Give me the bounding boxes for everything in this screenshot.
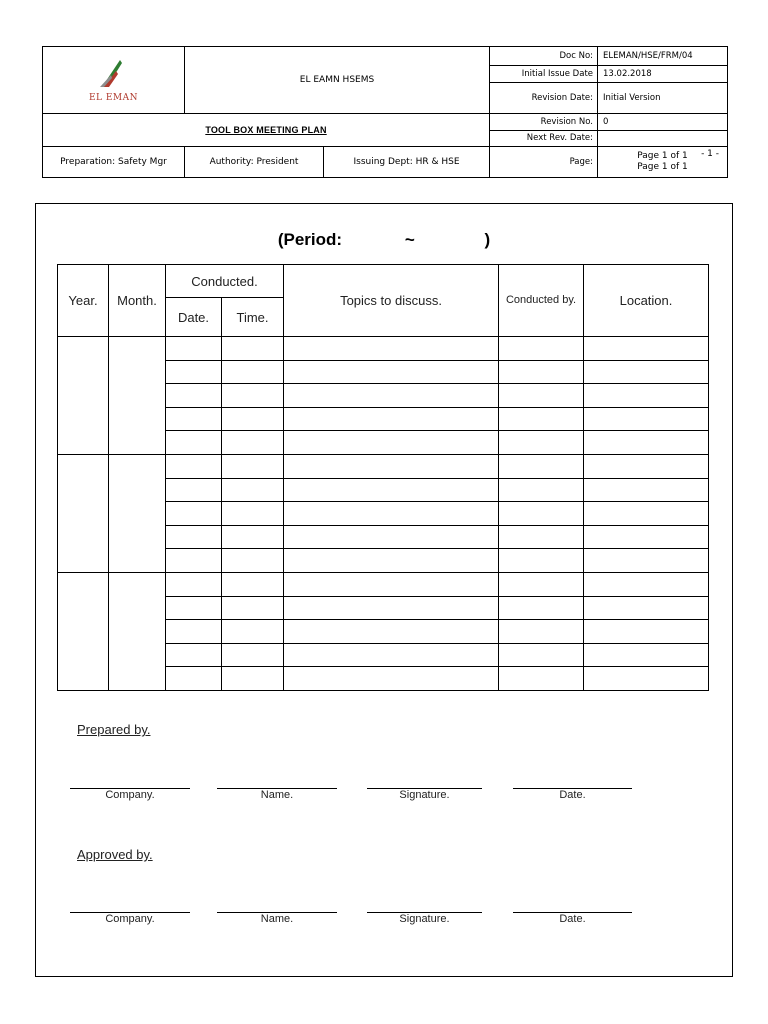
date-cell[interactable]: [166, 525, 222, 549]
time-cell[interactable]: [222, 620, 284, 644]
col-month: Month.: [109, 265, 166, 337]
location-cell[interactable]: [584, 643, 709, 667]
date-cell[interactable]: [166, 620, 222, 644]
time-cell[interactable]: [222, 478, 284, 502]
conducted-by-cell[interactable]: [499, 454, 584, 478]
conducted-by-cell[interactable]: [499, 596, 584, 620]
conducted-by-cell[interactable]: [499, 384, 584, 408]
location-cell[interactable]: [584, 667, 709, 691]
meeting-plan-table: [57, 264, 709, 691]
topic-cell[interactable]: [284, 384, 499, 408]
topic-cell[interactable]: [284, 643, 499, 667]
approved-by-title: Approved by.: [77, 847, 153, 862]
topic-cell[interactable]: [284, 596, 499, 620]
location-cell[interactable]: [584, 337, 709, 361]
logo-cell: [43, 47, 185, 114]
date-cell[interactable]: [166, 502, 222, 526]
time-cell[interactable]: [222, 502, 284, 526]
date-cell[interactable]: [166, 431, 222, 455]
location-cell[interactable]: [584, 454, 709, 478]
location-cell[interactable]: [584, 549, 709, 573]
page-value-1: Page 1 of 1: [637, 150, 688, 161]
date-cell[interactable]: [166, 454, 222, 478]
doc-no-value: ELEMAN/HSE/FRM/04: [598, 47, 728, 66]
location-cell[interactable]: [584, 384, 709, 408]
topic-cell[interactable]: [284, 407, 499, 431]
page-label: Page:: [490, 146, 598, 177]
time-cell[interactable]: [222, 525, 284, 549]
prepared-by-title: Prepared by.: [77, 722, 151, 737]
time-cell[interactable]: [222, 384, 284, 408]
preparation-info: Preparation: Safety Mgr: [43, 146, 185, 177]
table-row: [58, 337, 709, 361]
conducted-by-cell[interactable]: [499, 431, 584, 455]
prepared-signature-caption: Signature.: [399, 789, 450, 801]
period-separator: ~: [404, 230, 415, 249]
topic-cell[interactable]: [284, 502, 499, 526]
table-body: [58, 337, 709, 691]
topic-cell[interactable]: [284, 454, 499, 478]
topic-cell[interactable]: [284, 620, 499, 644]
page-number: - 1 -: [701, 148, 720, 159]
conducted-by-cell[interactable]: [499, 337, 584, 361]
time-cell[interactable]: [222, 360, 284, 384]
time-cell[interactable]: [222, 454, 284, 478]
topic-cell[interactable]: [284, 431, 499, 455]
date-cell[interactable]: [166, 643, 222, 667]
conducted-by-cell[interactable]: [499, 407, 584, 431]
conducted-by-cell[interactable]: [499, 549, 584, 573]
page-value-2: Page 1 of 1: [637, 161, 688, 172]
conducted-by-cell[interactable]: [499, 360, 584, 384]
prepared-name-caption: Name.: [260, 789, 294, 801]
approved-name-caption: Name.: [260, 913, 294, 925]
conducted-by-cell[interactable]: [499, 667, 584, 691]
time-cell[interactable]: [222, 667, 284, 691]
col-location: Location.: [584, 265, 709, 337]
date-cell[interactable]: [166, 337, 222, 361]
time-cell[interactable]: [222, 337, 284, 361]
col-date: Date.: [166, 298, 222, 337]
location-cell[interactable]: [584, 525, 709, 549]
page-info: [598, 146, 728, 177]
date-cell[interactable]: [166, 667, 222, 691]
year-cell[interactable]: [58, 572, 109, 690]
location-cell[interactable]: [584, 407, 709, 431]
doc-no-label: Doc No:: [490, 47, 598, 66]
time-cell[interactable]: [222, 572, 284, 596]
topic-cell[interactable]: [284, 549, 499, 573]
conducted-by-cell[interactable]: [499, 478, 584, 502]
next-rev-label: Next Rev. Date:: [490, 131, 598, 147]
date-cell[interactable]: [166, 549, 222, 573]
approved-date-caption: Date.: [559, 913, 586, 925]
col-time: Time.: [222, 298, 284, 337]
location-cell[interactable]: [584, 572, 709, 596]
conducted-by-cell[interactable]: [499, 643, 584, 667]
topic-cell[interactable]: [284, 525, 499, 549]
next-rev-value: [598, 131, 728, 147]
col-year: Year.: [58, 265, 109, 337]
conducted-by-cell[interactable]: [499, 620, 584, 644]
conducted-by-cell[interactable]: [499, 572, 584, 596]
period-label: (Period:: [277, 230, 343, 249]
table-row: [58, 454, 709, 478]
revision-no-label: Revision No.: [490, 113, 598, 131]
date-cell[interactable]: [166, 384, 222, 408]
location-cell[interactable]: [584, 596, 709, 620]
period-close: ): [484, 230, 491, 249]
time-cell[interactable]: [222, 643, 284, 667]
revision-date-label: Revision Date:: [490, 83, 598, 113]
date-cell[interactable]: [166, 596, 222, 620]
time-cell[interactable]: [222, 596, 284, 620]
conducted-by-cell[interactable]: [499, 502, 584, 526]
topic-cell[interactable]: [284, 478, 499, 502]
location-cell[interactable]: [584, 502, 709, 526]
location-cell[interactable]: [584, 431, 709, 455]
revision-date-value: Initial Version: [598, 83, 728, 113]
month-cell[interactable]: [109, 572, 166, 690]
month-cell[interactable]: [109, 454, 166, 572]
document-header: [42, 46, 728, 178]
topic-cell[interactable]: [284, 360, 499, 384]
company-logo: [89, 57, 138, 103]
form-frame: [35, 203, 733, 977]
year-cell[interactable]: [58, 454, 109, 572]
issuing-dept-info: Issuing Dept: HR & HSE: [324, 146, 490, 177]
time-cell[interactable]: [222, 549, 284, 573]
logo-text: EL EMAN: [88, 92, 139, 103]
col-topics: Topics to discuss.: [284, 265, 499, 337]
authority-info: Authority: President: [185, 146, 324, 177]
table-row: [58, 572, 709, 596]
document-title: TOOL BOX MEETING PLAN: [43, 113, 490, 146]
conducted-by-cell[interactable]: [499, 525, 584, 549]
issue-date-value: 13.02.2018: [598, 65, 728, 83]
date-cell[interactable]: [166, 360, 222, 384]
prepared-date-caption: Date.: [559, 789, 586, 801]
revision-no-value: 0: [598, 113, 728, 131]
col-conducted-by: Conducted by.: [499, 265, 584, 337]
col-conducted: Conducted.: [166, 265, 284, 298]
month-cell[interactable]: [109, 337, 166, 455]
issue-date-label: Initial Issue Date: [490, 65, 598, 83]
time-cell[interactable]: [222, 407, 284, 431]
location-cell[interactable]: [584, 620, 709, 644]
prepared-company-caption: Company.: [105, 789, 155, 801]
system-name: EL EAMN HSEMS: [185, 47, 490, 114]
time-cell[interactable]: [222, 431, 284, 455]
date-cell[interactable]: [166, 478, 222, 502]
period-heading: [36, 230, 732, 250]
approved-company-caption: Company.: [105, 913, 155, 925]
approved-signature-caption: Signature.: [399, 913, 450, 925]
date-cell[interactable]: [166, 407, 222, 431]
topic-cell[interactable]: [284, 572, 499, 596]
topic-cell[interactable]: [284, 667, 499, 691]
year-cell[interactable]: [58, 337, 109, 455]
date-cell[interactable]: [166, 572, 222, 596]
logo-flame-icon: [98, 57, 128, 89]
location-cell[interactable]: [584, 360, 709, 384]
location-cell[interactable]: [584, 478, 709, 502]
topic-cell[interactable]: [284, 337, 499, 361]
